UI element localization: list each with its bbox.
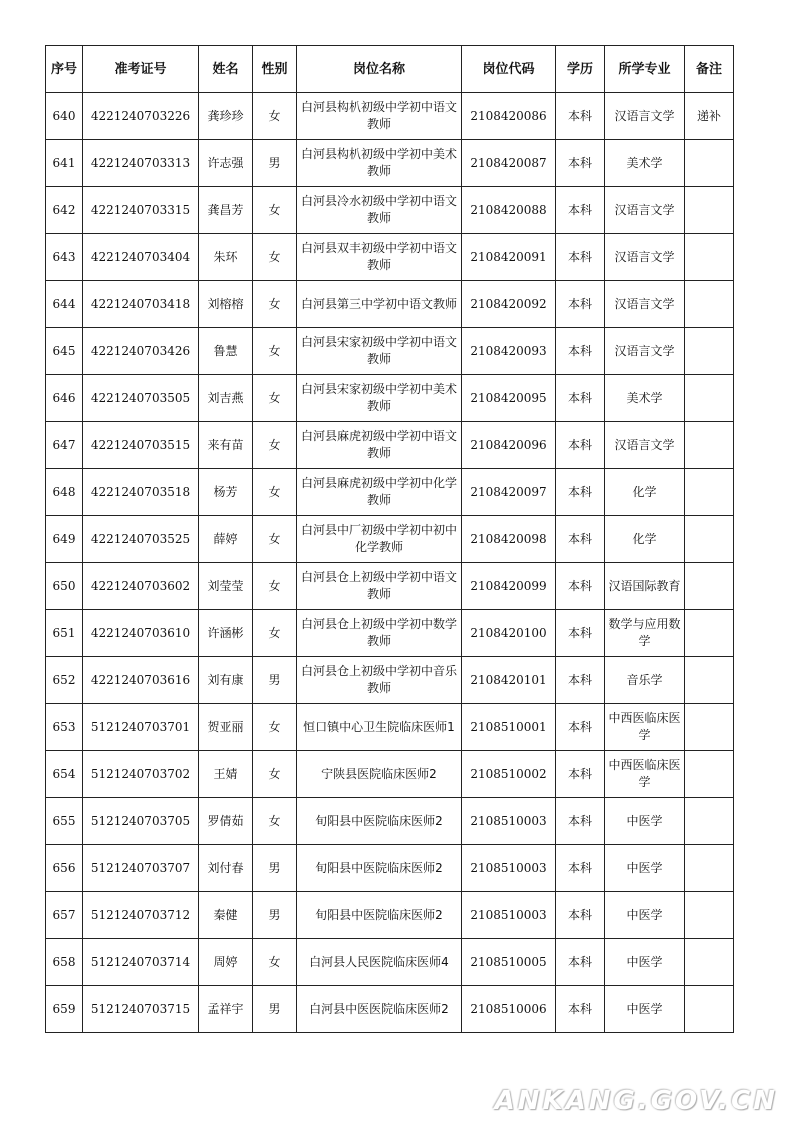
cell-gender: 女: [253, 375, 297, 422]
table-row: [46, 422, 734, 469]
cell-gender: 男: [253, 986, 297, 1033]
cell-remark: [685, 375, 734, 422]
cell-education: 本科: [556, 751, 605, 798]
cell-gender: 女: [253, 469, 297, 516]
cell-name: 贺亚丽: [199, 704, 253, 751]
cell-post-code: 2108420091: [462, 234, 556, 281]
cell-remark: [685, 469, 734, 516]
cell-remark: [685, 845, 734, 892]
cell-education: 本科: [556, 281, 605, 328]
header-education: 学历: [556, 46, 605, 93]
cell-seq: 651: [46, 610, 83, 657]
table-row: [46, 939, 734, 986]
cell-seq: 649: [46, 516, 83, 563]
cell-post-name: 白河县中厂初级中学初中初中化学教师: [297, 516, 462, 563]
cell-gender: 女: [253, 516, 297, 563]
cell-exam-id: 4221240703505: [83, 375, 199, 422]
table-row: [46, 892, 734, 939]
table-header-row: [46, 46, 734, 93]
cell-education: 本科: [556, 986, 605, 1033]
cell-post-name: 白河县构朳初级中学初中美术教师: [297, 140, 462, 187]
cell-major: 音乐学: [605, 657, 685, 704]
cell-education: 本科: [556, 563, 605, 610]
cell-gender: 女: [253, 610, 297, 657]
table-row: [46, 657, 734, 704]
cell-gender: 男: [253, 892, 297, 939]
cell-remark: [685, 751, 734, 798]
cell-gender: 女: [253, 563, 297, 610]
cell-gender: 女: [253, 798, 297, 845]
header-name: 姓名: [199, 46, 253, 93]
header-gender: 性别: [253, 46, 297, 93]
cell-exam-id: 4221240703404: [83, 234, 199, 281]
cell-remark: [685, 281, 734, 328]
table-row: [46, 986, 734, 1033]
header-post-name: 岗位名称: [297, 46, 462, 93]
header-major: 所学专业: [605, 46, 685, 93]
cell-remark: [685, 657, 734, 704]
cell-post-name: 旬阳县中医院临床医师2: [297, 845, 462, 892]
cell-post-code: 2108510003: [462, 892, 556, 939]
cell-post-code: 2108420100: [462, 610, 556, 657]
cell-major: 中医学: [605, 892, 685, 939]
table-row: [46, 187, 734, 234]
cell-name: 刘榕榕: [199, 281, 253, 328]
cell-remark: 递补: [685, 93, 734, 140]
cell-major: 中医学: [605, 986, 685, 1033]
cell-education: 本科: [556, 328, 605, 375]
cell-gender: 女: [253, 751, 297, 798]
cell-name: 杨芳: [199, 469, 253, 516]
cell-remark: [685, 187, 734, 234]
cell-seq: 641: [46, 140, 83, 187]
cell-remark: [685, 234, 734, 281]
cell-post-code: 2108420088: [462, 187, 556, 234]
cell-gender: 女: [253, 281, 297, 328]
cell-major: 中西医临床医学: [605, 704, 685, 751]
table-row: [46, 234, 734, 281]
cell-major: 美术学: [605, 375, 685, 422]
cell-education: 本科: [556, 516, 605, 563]
cell-seq: 652: [46, 657, 83, 704]
cell-exam-id: 5121240703707: [83, 845, 199, 892]
cell-exam-id: 4221240703602: [83, 563, 199, 610]
cell-post-name: 白河县人民医院临床医师4: [297, 939, 462, 986]
cell-exam-id: 4221240703315: [83, 187, 199, 234]
cell-exam-id: 4221240703525: [83, 516, 199, 563]
table-row: [46, 798, 734, 845]
cell-name: 罗倩茹: [199, 798, 253, 845]
cell-post-name: 白河县麻虎初级中学初中语文教师: [297, 422, 462, 469]
cell-exam-id: 4221240703515: [83, 422, 199, 469]
cell-exam-id: 4221240703616: [83, 657, 199, 704]
cell-major: 美术学: [605, 140, 685, 187]
cell-seq: 656: [46, 845, 83, 892]
cell-major: 中医学: [605, 845, 685, 892]
cell-gender: 女: [253, 187, 297, 234]
cell-name: 鲁慧: [199, 328, 253, 375]
cell-name: 秦健: [199, 892, 253, 939]
cell-post-code: 2108420087: [462, 140, 556, 187]
cell-major: 汉语言文学: [605, 328, 685, 375]
cell-name: 龚昌芳: [199, 187, 253, 234]
cell-name: 刘付春: [199, 845, 253, 892]
cell-education: 本科: [556, 798, 605, 845]
cell-education: 本科: [556, 140, 605, 187]
cell-education: 本科: [556, 93, 605, 140]
header-exam-id: 准考证号: [83, 46, 199, 93]
cell-gender: 女: [253, 93, 297, 140]
cell-post-code: 2108510001: [462, 704, 556, 751]
cell-seq: 646: [46, 375, 83, 422]
cell-exam-id: 4221240703313: [83, 140, 199, 187]
cell-name: 刘吉燕: [199, 375, 253, 422]
cell-post-code: 2108510003: [462, 845, 556, 892]
cell-name: 周婷: [199, 939, 253, 986]
cell-post-code: 2108510002: [462, 751, 556, 798]
cell-post-name: 白河县冷水初级中学初中语文教师: [297, 187, 462, 234]
cell-name: 龚珍珍: [199, 93, 253, 140]
cell-post-code: 2108420097: [462, 469, 556, 516]
cell-education: 本科: [556, 234, 605, 281]
cell-seq: 642: [46, 187, 83, 234]
cell-post-code: 2108420093: [462, 328, 556, 375]
cell-exam-id: 5121240703714: [83, 939, 199, 986]
cell-major: 化学: [605, 469, 685, 516]
cell-name: 许涵彬: [199, 610, 253, 657]
cell-gender: 女: [253, 234, 297, 281]
cell-education: 本科: [556, 657, 605, 704]
cell-name: 薛婷: [199, 516, 253, 563]
cell-post-code: 2108420099: [462, 563, 556, 610]
cell-exam-id: 5121240703702: [83, 751, 199, 798]
cell-remark: [685, 986, 734, 1033]
table-body: [46, 93, 734, 1033]
cell-name: 朱环: [199, 234, 253, 281]
cell-exam-id: 5121240703701: [83, 704, 199, 751]
cell-post-name: 白河县双丰初级中学初中语文教师: [297, 234, 462, 281]
cell-name: 刘莹莹: [199, 563, 253, 610]
cell-post-code: 2108420101: [462, 657, 556, 704]
cell-remark: [685, 328, 734, 375]
cell-post-code: 2108510003: [462, 798, 556, 845]
table-row: [46, 469, 734, 516]
cell-post-name: 白河县宋家初级中学初中美术教师: [297, 375, 462, 422]
cell-exam-id: 4221240703426: [83, 328, 199, 375]
cell-remark: [685, 140, 734, 187]
cell-exam-id: 4221240703418: [83, 281, 199, 328]
cell-remark: [685, 798, 734, 845]
cell-major: 数学与应用数学: [605, 610, 685, 657]
cell-exam-id: 5121240703715: [83, 986, 199, 1033]
cell-education: 本科: [556, 704, 605, 751]
cell-seq: 643: [46, 234, 83, 281]
cell-post-name: 白河县仓上初级中学初中语文教师: [297, 563, 462, 610]
cell-post-code: 2108510006: [462, 986, 556, 1033]
cell-exam-id: 5121240703705: [83, 798, 199, 845]
cell-remark: [685, 704, 734, 751]
cell-seq: 653: [46, 704, 83, 751]
cell-remark: [685, 563, 734, 610]
cell-seq: 654: [46, 751, 83, 798]
cell-major: 中医学: [605, 939, 685, 986]
cell-remark: [685, 610, 734, 657]
cell-post-name: 白河县中医医院临床医师2: [297, 986, 462, 1033]
cell-post-name: 白河县第三中学初中语文教师: [297, 281, 462, 328]
table-row: [46, 704, 734, 751]
cell-post-code: 2108420092: [462, 281, 556, 328]
table-row: [46, 375, 734, 422]
cell-remark: [685, 516, 734, 563]
cell-education: 本科: [556, 610, 605, 657]
cell-major: 汉语言文学: [605, 93, 685, 140]
cell-education: 本科: [556, 845, 605, 892]
cell-gender: 男: [253, 845, 297, 892]
cell-major: 中医学: [605, 798, 685, 845]
cell-name: 孟祥宇: [199, 986, 253, 1033]
table-row: [46, 751, 734, 798]
header-remark: 备注: [685, 46, 734, 93]
cell-education: 本科: [556, 375, 605, 422]
table-row: [46, 610, 734, 657]
cell-major: 汉语言文学: [605, 234, 685, 281]
cell-gender: 女: [253, 422, 297, 469]
cell-gender: 女: [253, 939, 297, 986]
cell-gender: 男: [253, 140, 297, 187]
header-post-code: 岗位代码: [462, 46, 556, 93]
cell-remark: [685, 939, 734, 986]
table-row: [46, 328, 734, 375]
cell-seq: 647: [46, 422, 83, 469]
cell-post-name: 旬阳县中医院临床医师2: [297, 892, 462, 939]
cell-post-name: 旬阳县中医院临床医师2: [297, 798, 462, 845]
cell-exam-id: 4221240703610: [83, 610, 199, 657]
cell-name: 许志强: [199, 140, 253, 187]
cell-major: 汉语言文学: [605, 187, 685, 234]
site-watermark: ANKANG.GOV.CN: [494, 1086, 778, 1116]
cell-post-name: 恒口镇中心卫生院临床医师1: [297, 704, 462, 751]
cell-post-code: 2108420096: [462, 422, 556, 469]
cell-remark: [685, 422, 734, 469]
cell-education: 本科: [556, 187, 605, 234]
cell-exam-id: 4221240703518: [83, 469, 199, 516]
cell-education: 本科: [556, 469, 605, 516]
cell-seq: 650: [46, 563, 83, 610]
table-row: [46, 516, 734, 563]
cell-major: 中西医临床医学: [605, 751, 685, 798]
cell-seq: 655: [46, 798, 83, 845]
cell-seq: 640: [46, 93, 83, 140]
cell-seq: 658: [46, 939, 83, 986]
table-row: [46, 140, 734, 187]
cell-major: 汉语言文学: [605, 281, 685, 328]
cell-post-name: 宁陕县医院临床医师2: [297, 751, 462, 798]
cell-post-name: 白河县构朳初级中学初中语文教师: [297, 93, 462, 140]
cell-seq: 659: [46, 986, 83, 1033]
cell-post-name: 白河县仓上初级中学初中音乐教师: [297, 657, 462, 704]
cell-exam-id: 5121240703712: [83, 892, 199, 939]
cell-seq: 648: [46, 469, 83, 516]
table-row: [46, 563, 734, 610]
cell-exam-id: 4221240703226: [83, 93, 199, 140]
cell-seq: 645: [46, 328, 83, 375]
cell-education: 本科: [556, 892, 605, 939]
cell-major: 汉语国际教育: [605, 563, 685, 610]
table-row: [46, 93, 734, 140]
cell-major: 汉语言文学: [605, 422, 685, 469]
cell-gender: 女: [253, 328, 297, 375]
cell-seq: 657: [46, 892, 83, 939]
cell-education: 本科: [556, 939, 605, 986]
cell-name: 王婧: [199, 751, 253, 798]
cell-major: 化学: [605, 516, 685, 563]
header-seq: 序号: [46, 46, 83, 93]
cell-post-code: 2108510005: [462, 939, 556, 986]
cell-name: 刘有康: [199, 657, 253, 704]
table-row: [46, 845, 734, 892]
cell-remark: [685, 892, 734, 939]
cell-seq: 644: [46, 281, 83, 328]
candidate-table: [45, 45, 734, 1033]
cell-post-code: 2108420098: [462, 516, 556, 563]
cell-post-name: 白河县麻虎初级中学初中化学教师: [297, 469, 462, 516]
table-row: [46, 281, 734, 328]
cell-post-code: 2108420086: [462, 93, 556, 140]
cell-post-name: 白河县宋家初级中学初中语文教师: [297, 328, 462, 375]
cell-post-name: 白河县仓上初级中学初中数学教师: [297, 610, 462, 657]
cell-education: 本科: [556, 422, 605, 469]
cell-post-code: 2108420095: [462, 375, 556, 422]
cell-gender: 男: [253, 657, 297, 704]
cell-gender: 女: [253, 704, 297, 751]
cell-name: 来有苗: [199, 422, 253, 469]
